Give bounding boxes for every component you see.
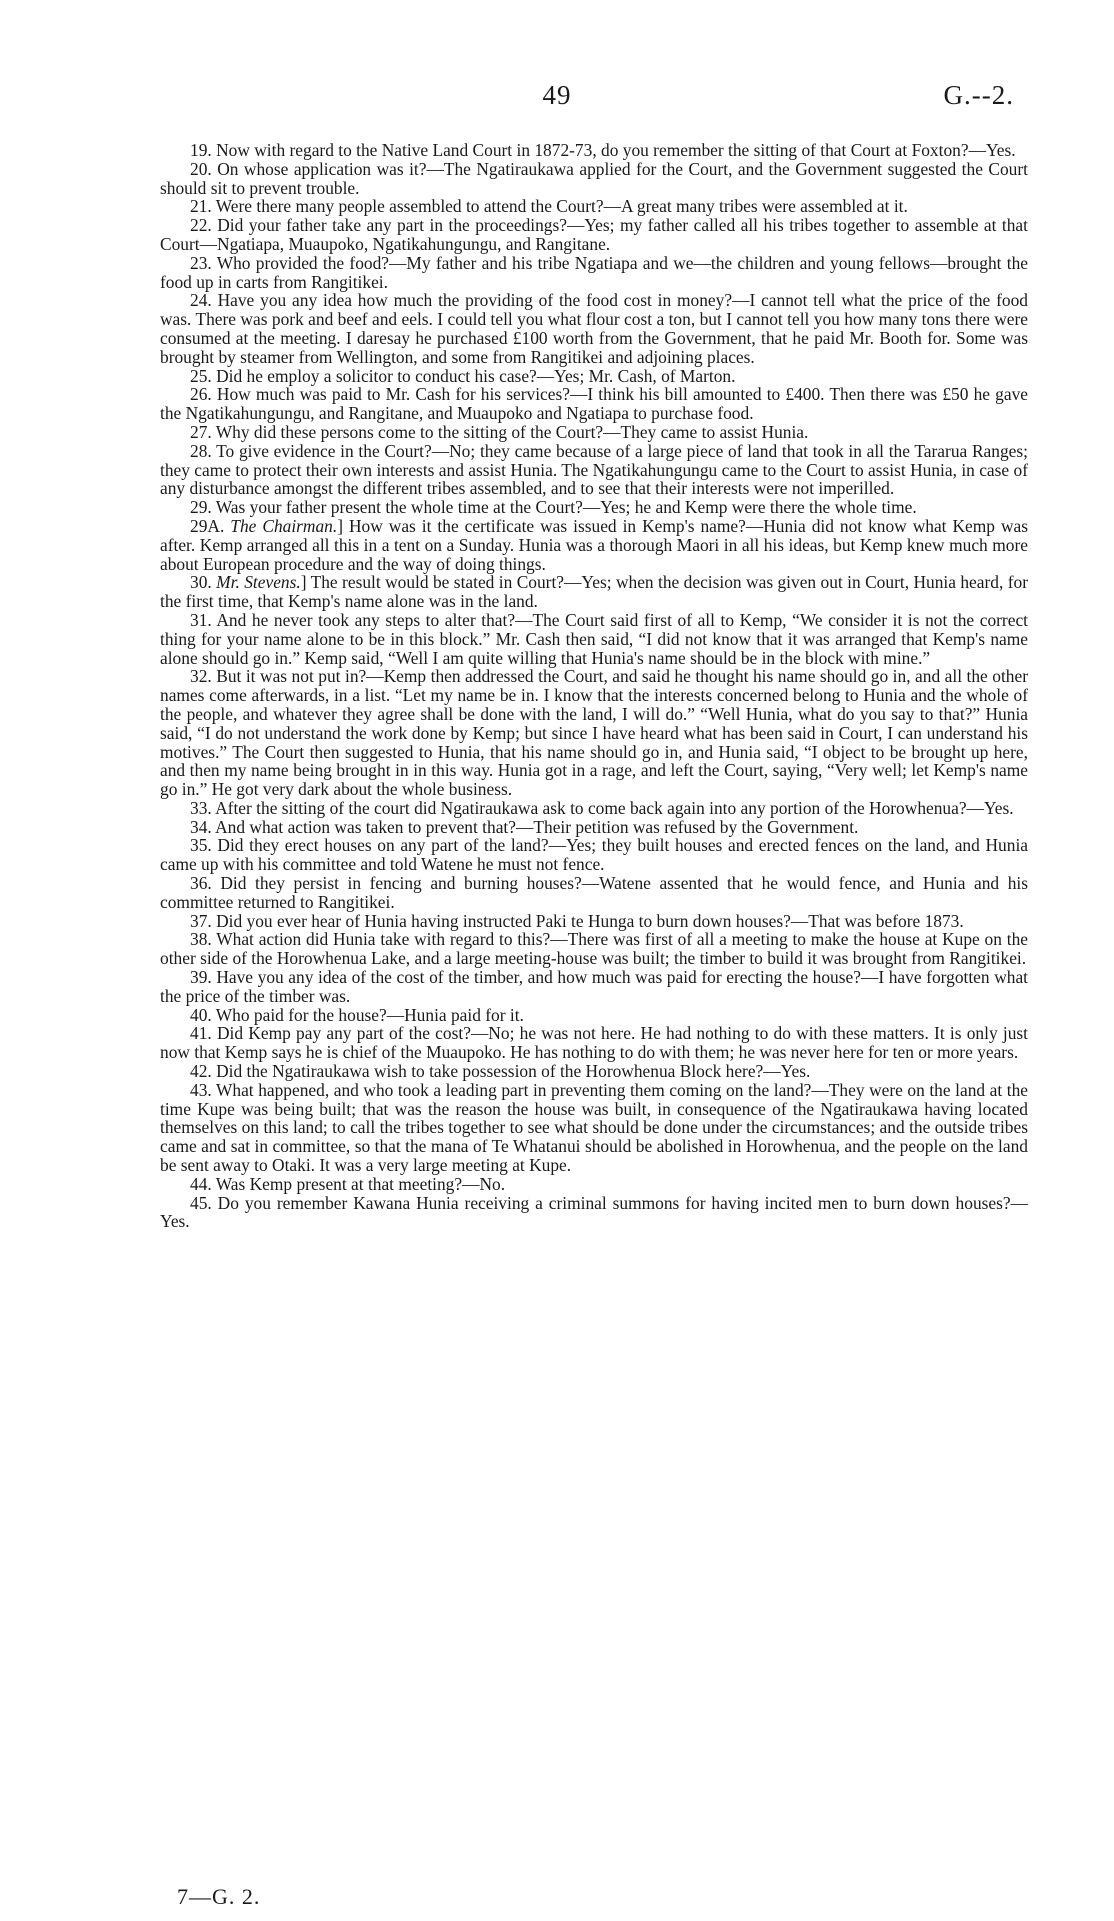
paragraph-text: 37. Did you ever hear of Hunia having instructed Paki te Hunga to burn down houses?—That was before 1873. — [190, 910, 964, 931]
testimony-paragraph — [160, 1062, 1028, 1081]
testimony-paragraph — [160, 836, 1028, 874]
paragraph-text: 45. Do you remember Kawana Hunia receiving a criminal summons for having incited men to burn down houses?—Yes. — [160, 1192, 1028, 1232]
page-number: 49 — [542, 80, 572, 110]
paragraph-text: 29A. — [190, 515, 231, 536]
paragraph-text: 40. Who paid for the house?—Hunia paid for it. — [190, 1004, 524, 1025]
paragraph-text: 44. Was Kemp present at that meeting?—No. — [190, 1173, 506, 1194]
paragraph-text: 36. Did they persist in fencing and burning houses?—Watene assented that he would fence, and Hunia and his committee returned to Rangitikei. — [160, 873, 1028, 912]
paragraph-text-continued: ] How was it the certificate was issued in Kemp's name?—Hunia did not know what Kemp was after. Kemp arranged all this in a tent on a Sunday. Hunia was a thorough Maori in all his ideas, but Kemp knew much more about European procedure and the way of doing things. — [160, 515, 1028, 574]
paragraph-text: 26. How much was paid to Mr. Cash for his services?—I think his bill amounted to £400. Then there was £50 he gave the Ngatikahungungu, and Rangitane, and Muaupoko and Ngatiapa to purchase food. — [160, 384, 1028, 424]
paragraph-text: 19. Now with regard to the Native Land Court in 1872-73, do you remember the sitting of that Court at Foxton?—Yes. — [190, 140, 1016, 160]
testimony-paragraph — [160, 930, 1028, 968]
paragraph-text: 24. Have you any idea how much the providing of the food cost in money?—I cannot tell what the price of the food was. There was pork and beef and eels. I could tell you what flour cost a ton, but I cannot tell you how many tons there were consumed at the meeting. I daresay he purchased £100 worth from the Government, that he paid Mr. Booth for. Some was brought by steamer from Wellington, and some from Rangitikei and adjoining places. — [160, 290, 1028, 367]
testimony-paragraph — [160, 423, 1028, 442]
paragraph-text: 23. Who provided the food?—My father and his tribe Ngatiapa and we—the children and young fellows—brought the food up in carts from Rangitikei. — [160, 252, 1028, 292]
testimony-paragraph — [160, 874, 1028, 912]
document-code: G.--2. — [943, 80, 1014, 110]
testimony-paragraph — [160, 1081, 1028, 1175]
testimony-paragraph — [160, 1194, 1028, 1232]
paragraph-text: 34. And what action was taken to prevent that?—Their petition was refused by the Government. — [190, 816, 859, 837]
testimony-paragraph — [160, 573, 1028, 611]
testimony-paragraph — [160, 1175, 1028, 1194]
testimony-paragraph — [160, 1024, 1028, 1062]
speaker-name: Mr. Stevens. — [216, 572, 301, 593]
paragraph-text: 21. Were there many people assembled to attend the Court?—A great many tribes were assembled at it. — [190, 196, 908, 217]
paragraph-text: 25. Did he employ a solicitor to conduct his case?—Yes; Mr. Cash, of Marton. — [190, 365, 736, 386]
testimony-paragraph — [160, 160, 1028, 198]
testimony-paragraph — [160, 291, 1028, 366]
paragraph-text: 20. On whose application was it?—The Ngatiraukawa applied for the Court, and the Government suggested the Court should sit to prevent trouble. — [160, 158, 1028, 198]
paragraph-text: 33. After the sitting of the court did Ngatiraukawa ask to come back again into any portion of the Horowhenua?—Yes. — [190, 797, 1014, 818]
paragraph-text: 39. Have you any idea of the cost of the timber, and how much was paid for erecting the house?—I have forgotten what the price of the timber was. — [160, 967, 1028, 1006]
paragraph-text: 43. What happened, and who took a leading part in preventing them coming on the land?—They were on the land at the time Kupe was being built; that was the reason the house was built, in consequence of the Ngatiraukawa having located themselves on this land; to call the tribes together to see what should be done under the circumstances; and the outside tribes came and sat in committee, so that the mana of Te Whatanui should be abolished in Horowhenua, and the people on the land be sent away to Otaki. It was a very large meeting at Kupe. — [160, 1079, 1028, 1176]
testimony-paragraph — [160, 141, 1028, 160]
sheet-signature: 7—G. 2. — [177, 1884, 261, 1909]
paragraph-text: 22. Did your father take any part in the proceedings?—Yes; my father called all his tribes together to assemble at that Court—Ngatiapa, Muaupoko, Ngatikahungungu, and Rangitane. — [160, 215, 1028, 254]
paragraph-text: 41. Did Kemp pay any part of the cost?—No; he was not here. He had nothing to do with these matters. It is only just now that Kemp says he is chief of the Muaupoko. He has nothing to do with them; he was never here for ten or more years. — [160, 1023, 1028, 1063]
testimony-paragraph — [160, 799, 1028, 818]
testimony-paragraph — [160, 912, 1028, 931]
paragraph-text: 28. To give evidence in the Court?—No; they came because of a large piece of land that took in all the Tararua Ranges; they came to protect their own interests and assist Hunia. The Ngatikahungungu came to the Court to assist Hunia, in case of any disturbance amongst the different tribes assembled, and to see that their interests were not imperilled. — [160, 440, 1028, 499]
paragraph-text: 27. Why did these persons come to the sitting of the Court?—They came to assist Hunia. — [190, 421, 809, 442]
speaker-name: The Chairman. — [230, 515, 338, 536]
testimony-paragraph — [160, 968, 1028, 1006]
testimony-body — [160, 141, 1028, 1231]
paragraph-text: 38. What action did Hunia take with regard to this?—There was first of all a meeting to make the house at Kupe on the other side of the Horowhenua Lake, and a large meeting-house was built; the timber to build it was brought from Rangitikei. — [160, 929, 1028, 969]
testimony-paragraph — [160, 442, 1028, 498]
testimony-paragraph — [160, 517, 1028, 573]
testimony-paragraph — [160, 197, 1028, 216]
testimony-paragraph — [160, 1006, 1028, 1025]
paragraph-text: 30. — [190, 572, 217, 593]
paragraph-text: 32. But it was not put in?—Kemp then addressed the Court, and said he thought his name should go in, and all the other names come afterwards, in a list. “Let my name be in. I know that the interests concerned belong to Hunia and the whole of the people, and whatever they agree shall be done with the land, I will do.” “Well Hunia, what do you say to that?” Hunia said, “I do not understand the work done by Kemp; but since I have heard what has been said in Court, I can understand his motives.” The Court then suggested to Hunia, that his name should go in, and Hunia said, “I object to be brought up here, and then my name being brought in in this way. Hunia got in a rage, and left the Court, saying, “Very well; let Kemp's name go in.” He got very dark about the whole business. — [160, 666, 1028, 800]
paragraph-text: 35. Did they erect houses on any part of the land?—Yes; they built houses and erected fences on the land, and Hunia came up with his committee and told Watene he must not fence. — [160, 835, 1028, 875]
testimony-paragraph — [160, 818, 1028, 837]
testimony-paragraph — [160, 367, 1028, 386]
testimony-paragraph — [160, 498, 1028, 517]
testimony-paragraph — [160, 385, 1028, 423]
paragraph-text: 42. Did the Ngatiraukawa wish to take possession of the Horowhenua Block here?—Yes. — [190, 1061, 811, 1082]
paragraph-text: 29. Was your father present the whole time at the Court?—Yes; he and Kemp were there the whole time. — [190, 497, 917, 518]
testimony-paragraph — [160, 216, 1028, 254]
testimony-paragraph — [160, 667, 1028, 799]
paragraph-text: 31. And he never took any steps to alter that?—The Court said first of all to Kemp, “We consider it is not the correct thing for your name alone to be in this block.” Mr. Cash then said, “I did not know that it was arranged that Kemp's name alone should go in.” Kemp said, “Well I am quite willing that Hunia's name should be in the block with mine.” — [160, 609, 1028, 668]
testimony-paragraph — [160, 611, 1028, 667]
paragraph-text-continued: ] The result would be stated in Court?—Yes; when the decision was given out in Court, Hunia heard, for the first time, that Kemp's name alone was in the land. — [160, 572, 1028, 612]
testimony-paragraph — [160, 254, 1028, 292]
